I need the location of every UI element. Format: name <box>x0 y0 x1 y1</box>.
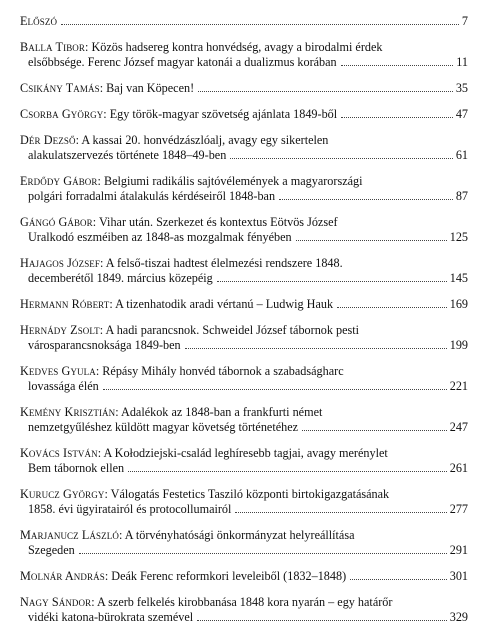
toc-title: Deák Ferenc reformkori leveleiből (1832–1848) <box>111 569 347 583</box>
dot-leader <box>61 24 459 25</box>
toc-entry[interactable]: Dér Dezső: A kassai 20. honvédzászlóalj, avagy egy sikertelen alakulatszervezés története 1848–49-ben 61 <box>20 133 468 162</box>
toc-title: Egy török-magyar szövetség ajánlata 1849-ből <box>109 107 338 121</box>
dot-leader <box>235 512 446 513</box>
toc-page-number: 247 <box>449 420 468 434</box>
toc-author: Erdődy Gábor <box>20 174 98 188</box>
toc-title-cont: Uralkodó eszméiben az 1848-as mozgalmak fényében <box>28 230 292 244</box>
toc-entry[interactable]: Erdődy Gábor: Belgiumi radikális sajtóvélemények a magyarországi polgári forradalmi átalakulás kérdéseiről 1848-ban 87 <box>20 174 468 203</box>
toc-entry[interactable]: Balla Tibor: Közös hadsereg kontra honvédség, avagy a birodalmi érdek elsőbbsége. Ferenc József magyar katonái a dualizmus korában 11 <box>20 40 468 69</box>
toc-title-cont: városparancsnoksága 1849-ben <box>28 338 181 352</box>
toc-page-number: 125 <box>449 230 468 244</box>
dot-leader <box>103 389 447 390</box>
toc-author: Gángó Gábor <box>20 215 93 229</box>
toc-page-number: 61 <box>455 148 468 162</box>
dot-leader <box>185 348 447 349</box>
toc-entry[interactable]: Csikány Tamás: Baj van Köpecen! 35 <box>20 81 468 95</box>
toc-title-cont: lovassága élén <box>28 379 99 393</box>
dot-leader <box>230 158 453 159</box>
toc-title-cont: alakulatszervezés története 1848–49-ben <box>28 148 227 162</box>
toc-title: Közös hadsereg kontra honvédség, avagy a birodalmi érdek <box>91 40 383 54</box>
toc-author: Balla Tibor <box>20 40 85 54</box>
toc-page-number: 221 <box>449 379 468 393</box>
toc-title: A Kołodziejski-család leghíresebb tagjai, avagy merénylet <box>103 446 388 460</box>
dot-leader <box>337 307 447 308</box>
toc-author: Kovács István <box>20 446 98 460</box>
toc-title-cont: decemberétől 1849. március közepéig <box>28 271 213 285</box>
toc-title: A tizenhatodik aradi vértanú – Ludwig Hauk <box>115 297 334 311</box>
toc-title: A hadi parancsnok. Schweidel József tábornok pesti <box>105 323 360 337</box>
toc-title: Baj van Köpecen! <box>106 81 195 95</box>
toc-page-number: 11 <box>456 55 468 69</box>
toc-entry[interactable]: Kovács István: A Kołodziejski-család leghíresebb tagjai, avagy merénylet Bem tábornok ellen 261 <box>20 446 468 475</box>
toc-entry[interactable]: Kurucz György: Válogatás Festetics Tasziló központi birtokigazgatásának 1858. évi ügyiratairól és protocollumairól 277 <box>20 487 468 516</box>
toc-title: A szerb felkelés kirobbanása 1848 kora nyarán – egy határőr <box>97 595 393 609</box>
toc-author: Kemény Krisztián <box>20 405 116 419</box>
toc-author: Kedves Gyula <box>20 364 96 378</box>
toc-title-cont: elsőbbsége. Ferenc József magyar katonái a dualizmus korában <box>28 55 337 69</box>
table-of-contents <box>20 14 468 625</box>
toc-page-number: 145 <box>449 271 468 285</box>
toc-author: Kurucz György <box>20 487 105 501</box>
dot-leader <box>302 430 447 431</box>
toc-title: Vihar után. Szerkezet és kontextus Eötvös József <box>98 215 338 229</box>
toc-page-number: 87 <box>455 189 468 203</box>
toc-entry[interactable] <box>20 14 468 29</box>
toc-entry[interactable]: Molnár András: Deák Ferenc reformkori leveleiből (1832–1848) 301 <box>20 569 468 583</box>
toc-title-cont: nemzetgyűléshez küldött magyar követség történetéhez <box>28 420 299 434</box>
toc-entry[interactable]: Csorba György: Egy török-magyar szövetség ajánlata 1849-ből 47 <box>20 107 468 121</box>
toc-author: Hajagos József <box>20 256 101 270</box>
toc-title-cont: Szegeden <box>28 543 75 557</box>
toc-entry[interactable]: Gángó Gábor: Vihar után. Szerkezet és kontextus Eötvös József Uralkodó eszméiben az 1848-as mozgalmak fényében 125 <box>20 215 468 244</box>
toc-page-number: 301 <box>449 569 468 583</box>
dot-leader <box>296 240 447 241</box>
dot-leader <box>217 281 447 282</box>
toc-title: Belgiumi radikális sajtóvélemények a magyarországi <box>103 174 363 188</box>
dot-leader <box>128 471 447 472</box>
toc-author: Hernády Zsolt <box>20 323 100 337</box>
toc-page-number: 291 <box>449 543 468 557</box>
toc-title: Válogatás Festetics Tasziló központi birtokigazgatásának <box>110 487 390 501</box>
dot-leader <box>79 553 447 554</box>
toc-page-number: 47 <box>455 107 468 121</box>
toc-title-cont: vidéki katona-bürokrata szemével <box>28 610 194 624</box>
toc-title-cont: 1858. évi ügyiratairól és protocollumairól <box>28 502 232 516</box>
toc-page-number: 277 <box>449 502 468 516</box>
toc-page-number: 169 <box>449 297 468 311</box>
dot-leader <box>341 65 454 66</box>
toc-author: Molnár András <box>20 569 105 583</box>
dot-leader <box>197 620 447 621</box>
toc-author: Nagy Sándor <box>20 595 92 609</box>
toc-author: Előszó <box>20 14 58 28</box>
toc-title: A felső-tiszai hadtest élelmezési rendszere 1848. <box>105 256 343 270</box>
toc-entry[interactable]: Kemény Krisztián: Adalékok az 1848-ban a frankfurti német nemzetgyűléshez küldött magyar követség történetéhez 247 <box>20 405 468 434</box>
toc-page-number: 199 <box>449 338 468 352</box>
toc-author: Csikány Tamás <box>20 81 100 95</box>
toc-page-number: 7 <box>461 14 468 28</box>
dot-leader <box>198 91 453 92</box>
toc-page-number: 261 <box>449 461 468 475</box>
toc-entry[interactable]: Hermann Róbert: A tizenhatodik aradi vértanú – Ludwig Hauk 169 <box>20 297 468 311</box>
dot-leader <box>341 117 453 118</box>
toc-page-number: 329 <box>449 610 468 624</box>
toc-title: Adalékok az 1848-ban a frankfurti német <box>121 405 323 419</box>
toc-entry[interactable]: Hajagos József: A felső-tiszai hadtest élelmezési rendszere 1848. decemberétől 1849. március közepéig 145 <box>20 256 468 285</box>
toc-title: A törvényhatósági önkormányzat helyreállítása <box>124 528 355 542</box>
toc-title: Répásy Mihály honvéd tábornok a szabadságharc <box>102 364 344 378</box>
toc-author: Csorba György <box>20 107 104 121</box>
toc-entry[interactable]: Nagy Sándor: A szerb felkelés kirobbanása 1848 kora nyarán – egy határőr vidéki katona-bürokrata szemével 329 <box>20 595 468 624</box>
dot-leader <box>350 579 447 580</box>
toc-author: Marjanucz László <box>20 528 119 542</box>
toc-entry[interactable]: Marjanucz László: A törvényhatósági önkormányzat helyreállítása Szegeden 291 <box>20 528 468 557</box>
toc-entry[interactable]: Hernády Zsolt: A hadi parancsnok. Schweidel József tábornok pesti városparancsnoksága 1849-ben 199 <box>20 323 468 352</box>
dot-leader <box>279 199 453 200</box>
toc-title-cont: Bem tábornok ellen <box>28 461 125 475</box>
toc-title: A kassai 20. honvédzászlóalj, avagy egy sikertelen <box>81 133 329 147</box>
toc-title-cont: polgári forradalmi átalakulás kérdéseiről 1848-ban <box>28 189 276 203</box>
toc-author: Dér Dezső <box>20 133 76 147</box>
toc-author: Hermann Róbert <box>20 297 110 311</box>
toc-page-number: 35 <box>455 81 468 95</box>
toc-entry[interactable]: Kedves Gyula: Répásy Mihály honvéd tábornok a szabadságharc lovassága élén 221 <box>20 364 468 393</box>
toc-page <box>20 14 468 636</box>
